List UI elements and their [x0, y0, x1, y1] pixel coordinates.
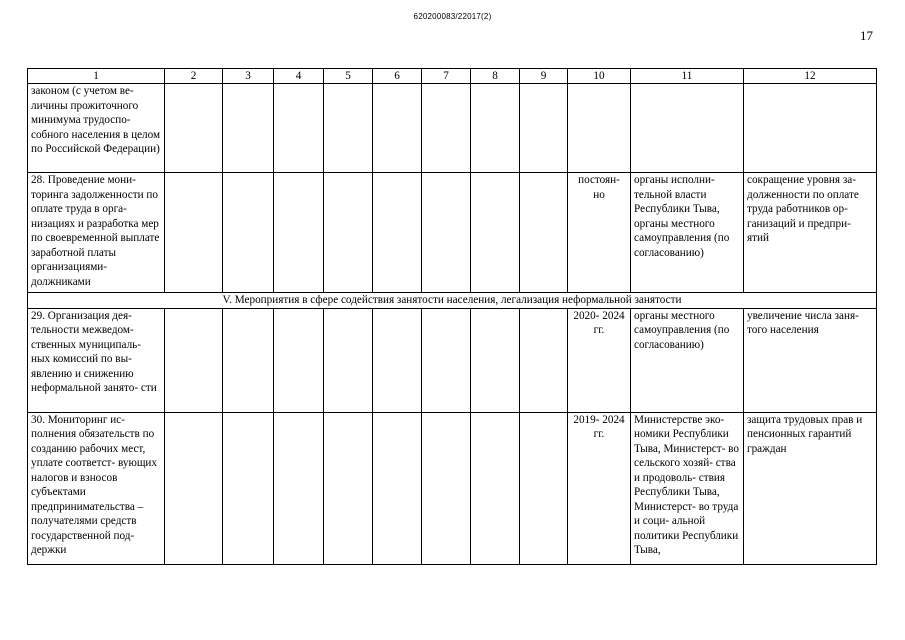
responsible-cell — [631, 84, 744, 173]
column-number-12: 12 — [744, 69, 877, 84]
section-row — [28, 293, 877, 309]
deadline-cell: постоян- но — [568, 173, 631, 293]
responsible-cell: Министерстве эко- номики Республики Тыва, Министерст- во сельского хозяй- ства и продоволь- ствия Республики Тыва, Министерст- во труда и соци- альной политики Республики Тыва, — [631, 412, 744, 564]
column-number-1: 1 — [28, 69, 165, 84]
measure-cell: 29. Организация дея- тельности межведом- ственных муниципаль- ных комиссий по вы- явлению и снижению неформальной занято- сти — [28, 308, 165, 412]
column-number-8: 8 — [471, 69, 520, 84]
responsible-cell: органы исполни- тельной власти Республики Тыва, органы местного самоуправления (по согласованию) — [631, 173, 744, 293]
deadline-cell — [568, 84, 631, 173]
column-number-3: 3 — [223, 69, 274, 84]
column-number-9: 9 — [520, 69, 568, 84]
result-cell: защита трудовых прав и пенсионных гарантий граждан — [744, 412, 877, 564]
deadline-cell: 2020- 2024 гг. — [568, 308, 631, 412]
section-heading: V. Мероприятия в сфере содействия занятости населения, легализация неформальной занятости — [28, 293, 877, 309]
result-cell: сокращение уровня за- долженности по оплате труда работников ор- ганизаций и предпри- ятий — [744, 173, 877, 293]
deadline-cell: 2019- 2024 гг. — [568, 412, 631, 564]
page-number: 17 — [860, 28, 873, 43]
column-number-10: 10 — [568, 69, 631, 84]
responsible-cell: органы местного самоуправления (по согласованию) — [631, 308, 744, 412]
column-number-row — [28, 69, 877, 84]
measure-cell: 28. Проведение мони- торинга задолженности по оплате труда в орга- низациях и разработка мер по своевременной выплате заработной платы организациями- должниками — [28, 173, 165, 293]
measures-table — [27, 68, 877, 565]
column-number-2: 2 — [165, 69, 223, 84]
column-number-6: 6 — [373, 69, 422, 84]
column-number-11: 11 — [631, 69, 744, 84]
column-number-7: 7 — [422, 69, 471, 84]
table-row — [28, 308, 877, 412]
result-cell — [744, 84, 877, 173]
document-code: 620200083/22017(2) — [413, 12, 492, 21]
column-number-4: 4 — [274, 69, 324, 84]
result-cell: увеличение числа заня- того населения — [744, 308, 877, 412]
table-row — [28, 84, 877, 173]
table-row — [28, 412, 877, 564]
measure-cell: 30. Мониторинг ис- полнения обязательств по созданию рабочих мест, уплате соответст- вующих налогов и взносов субъектами предпринимательства – получателями средств государственной под- держки — [28, 412, 165, 564]
table-row — [28, 173, 877, 293]
measure-cell: законом (с учетом ве- личины прожиточного минимума трудоспо- собного населения в целом по Российской Федерации) — [28, 84, 165, 173]
column-number-5: 5 — [324, 69, 373, 84]
